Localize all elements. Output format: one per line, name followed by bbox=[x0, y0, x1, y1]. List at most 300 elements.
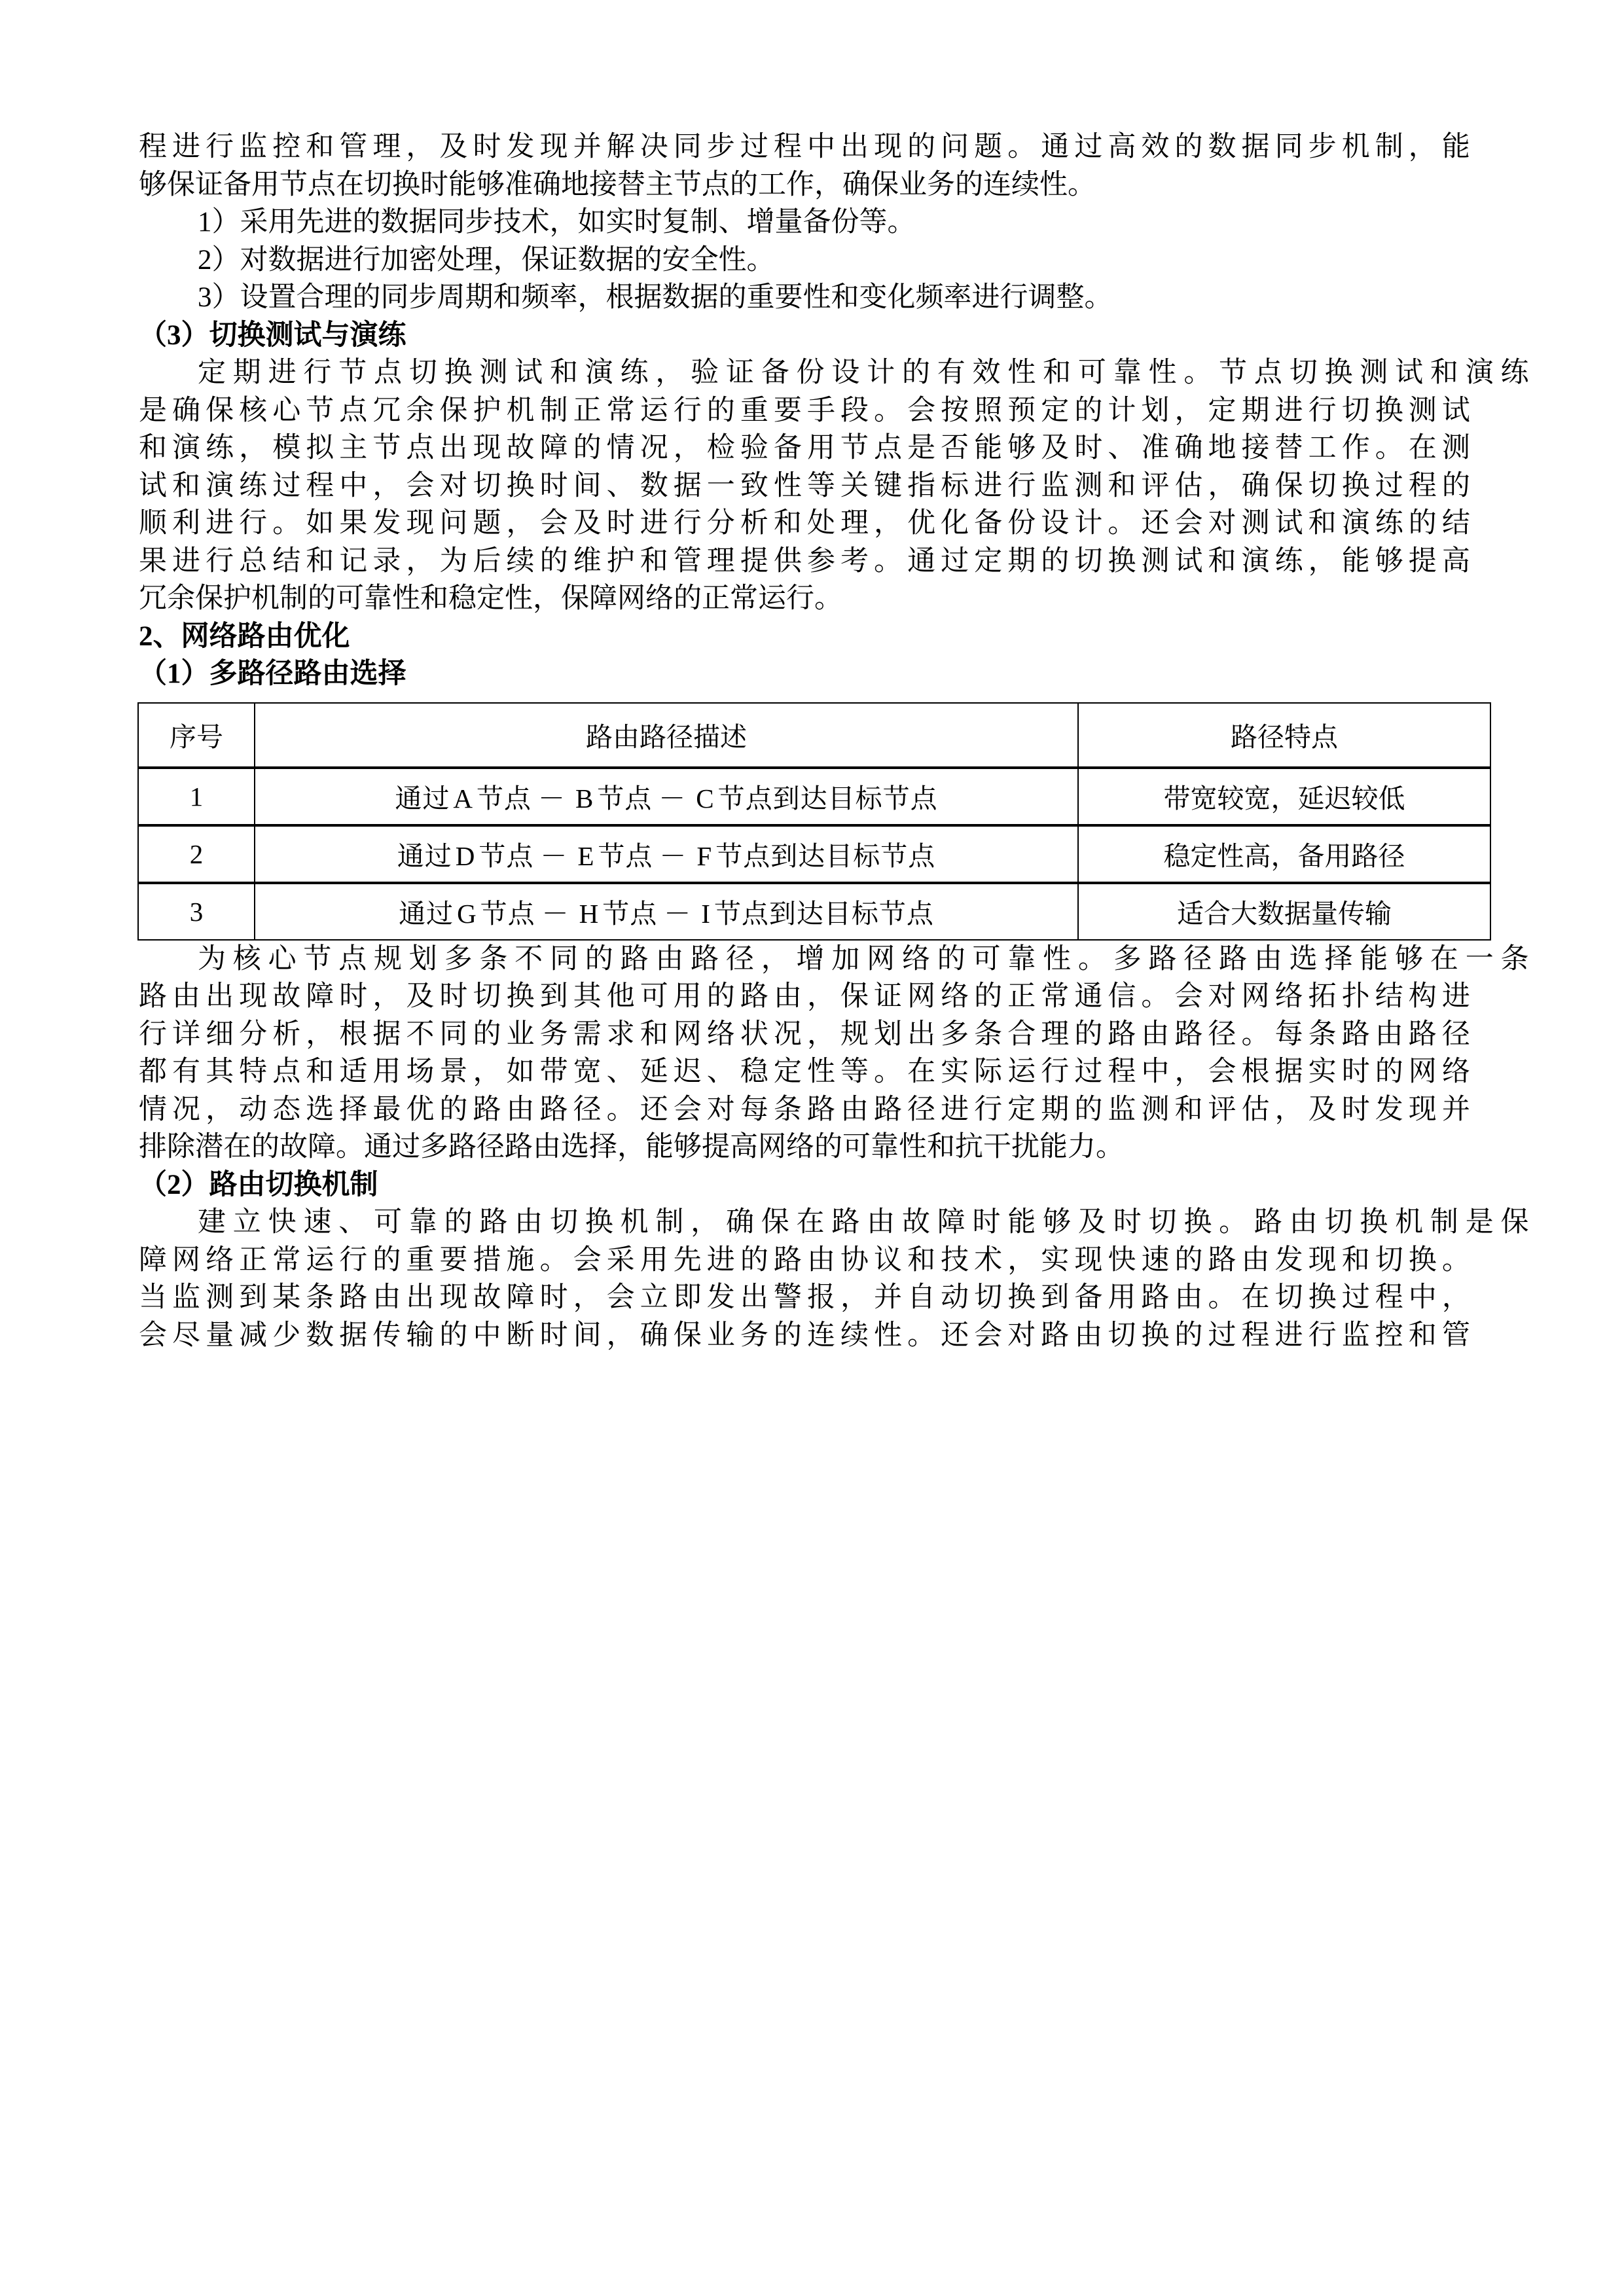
text-glyph: 路 bbox=[831, 1207, 860, 1238]
text-glyph: 带 bbox=[539, 1056, 568, 1087]
text-glyph: 量 bbox=[206, 1319, 234, 1351]
text-glyph: 时 bbox=[606, 508, 635, 539]
text-glyph: 关 bbox=[840, 470, 869, 501]
text-glyph: 步 bbox=[706, 132, 735, 162]
text-glyph: 络 bbox=[1441, 1056, 1470, 1087]
text-glyph: 路 bbox=[1148, 943, 1177, 975]
heading-text: 2、网络路由优化 bbox=[139, 620, 350, 652]
text-glyph: ， bbox=[761, 943, 789, 975]
text-glyph: 和 bbox=[640, 545, 668, 577]
text-glyph: 切 bbox=[1341, 395, 1370, 426]
text-glyph: 点 bbox=[373, 357, 402, 388]
cell-no: 1 bbox=[138, 768, 255, 825]
text-glyph: 析 bbox=[272, 1018, 301, 1050]
text-glyph: 换 bbox=[1308, 1282, 1337, 1313]
text-glyph: 通 bbox=[1041, 132, 1070, 162]
text-glyph: 确 bbox=[172, 395, 201, 426]
text-glyph: 性 bbox=[1007, 357, 1036, 388]
text-glyph: 路 bbox=[1341, 1018, 1370, 1050]
text-glyph: 如 bbox=[506, 1056, 535, 1087]
text-glyph: ， bbox=[506, 508, 535, 539]
text-glyph: 出 bbox=[907, 1018, 936, 1050]
text-glyph: ， bbox=[806, 981, 835, 1012]
text-glyph: 求 bbox=[606, 1018, 635, 1050]
text-glyph: 点 bbox=[272, 1056, 301, 1087]
text-glyph: 预 bbox=[1007, 395, 1036, 426]
text-line-content: 排除潜在的故障。通过多路径路由选择，能够提高网络的可靠性和抗干扰能力。 bbox=[139, 1132, 1124, 1162]
text-glyph: 否 bbox=[941, 433, 969, 463]
text-glyph: 的 bbox=[1074, 1018, 1103, 1050]
text-glyph: 监 bbox=[172, 1282, 201, 1313]
text-glyph: 控 bbox=[1375, 1319, 1403, 1351]
table-head bbox=[138, 703, 1490, 768]
text-glyph: 机 bbox=[506, 395, 535, 426]
text-glyph: 常 bbox=[606, 395, 635, 426]
text-glyph: 测 bbox=[1141, 545, 1170, 577]
text-glyph: 手 bbox=[806, 395, 835, 426]
text-glyph: 定 bbox=[1041, 395, 1070, 426]
text-glyph: 备 bbox=[1074, 1282, 1103, 1313]
path-dash-2: － bbox=[659, 841, 687, 871]
text-glyph: 评 bbox=[1141, 470, 1170, 501]
text-glyph: 份 bbox=[1007, 508, 1036, 539]
text-glyph: 行 bbox=[206, 132, 234, 162]
text-glyph: 的 bbox=[1041, 545, 1070, 577]
text-glyph: 现 bbox=[1308, 1244, 1337, 1276]
text-glyph: 进 bbox=[1441, 981, 1470, 1012]
text-glyph: 况 bbox=[773, 1018, 802, 1050]
text-glyph: 中 bbox=[806, 132, 835, 162]
text-glyph: 优 bbox=[907, 508, 936, 539]
text-glyph: 快 bbox=[1108, 1244, 1136, 1276]
text-line bbox=[139, 1091, 1470, 1129]
text-glyph: 一 bbox=[706, 470, 735, 501]
text-glyph: 点 bbox=[874, 433, 903, 463]
text-glyph: 规 bbox=[373, 943, 402, 975]
text-glyph: 换 bbox=[1408, 1244, 1437, 1276]
text-glyph: 可 bbox=[972, 943, 1001, 975]
paragraph-continued bbox=[139, 128, 1470, 204]
text-glyph: 路 bbox=[1141, 1282, 1170, 1313]
text-glyph: 致 bbox=[740, 470, 768, 501]
text-glyph: 不 bbox=[406, 1018, 435, 1050]
text-glyph: 网 bbox=[907, 981, 936, 1012]
text-glyph: 由 bbox=[506, 1094, 535, 1125]
text-glyph: 用 bbox=[673, 981, 702, 1012]
text-glyph: 最 bbox=[372, 1094, 401, 1125]
desc-prefix: 通过 bbox=[395, 783, 450, 814]
text-glyph: 点 bbox=[406, 433, 435, 463]
desc-suffix: 节点到达目标节点 bbox=[713, 899, 934, 929]
text-glyph: 同 bbox=[439, 1018, 468, 1050]
text-glyph: 特 bbox=[239, 1056, 268, 1087]
text-glyph: 续 bbox=[506, 545, 535, 577]
text-glyph: 出 bbox=[439, 433, 468, 463]
text-glyph: 换 bbox=[1360, 1207, 1388, 1238]
text-glyph: 的 bbox=[573, 433, 602, 463]
text-glyph: 行 bbox=[1041, 1056, 1070, 1087]
text-glyph: 步 bbox=[1308, 132, 1337, 162]
text-glyph: 及 bbox=[1308, 1094, 1337, 1125]
text-glyph: 点 bbox=[338, 943, 367, 975]
text-glyph: 理 bbox=[706, 545, 735, 577]
text-glyph: 试 bbox=[1395, 357, 1424, 388]
text-glyph: 。 bbox=[874, 545, 903, 577]
text-glyph: 和 bbox=[640, 1018, 668, 1050]
text-glyph: 。 bbox=[1208, 1282, 1236, 1313]
text-glyph: 少 bbox=[272, 1319, 301, 1351]
text-glyph: 测 bbox=[479, 357, 508, 388]
text-glyph: 切 bbox=[1108, 1319, 1136, 1351]
desc-suffix: 节点到达目标节点 bbox=[715, 841, 936, 871]
text-glyph: 确 bbox=[1241, 470, 1270, 501]
text-glyph: 验 bbox=[740, 433, 768, 463]
text-glyph: 行 bbox=[974, 1094, 1003, 1125]
text-glyph: 的 bbox=[907, 132, 936, 162]
text-glyph: 连 bbox=[806, 1319, 835, 1351]
text-glyph: 过 bbox=[1375, 470, 1403, 501]
text-glyph: ， bbox=[573, 1282, 602, 1313]
text-glyph: 主 bbox=[339, 433, 368, 463]
node-letter-2: B bbox=[575, 783, 594, 814]
text-glyph: 发 bbox=[372, 508, 401, 539]
text-line bbox=[139, 128, 1470, 166]
text-glyph: 测 bbox=[206, 1282, 234, 1313]
text-glyph: 径 bbox=[1208, 1018, 1236, 1050]
text-glyph: 为 bbox=[198, 943, 226, 975]
text-glyph: ， bbox=[1274, 1094, 1303, 1125]
text-glyph: 据 bbox=[1241, 132, 1270, 162]
text-glyph: 路 bbox=[740, 981, 768, 1012]
text-glyph: 进 bbox=[1274, 1319, 1303, 1351]
text-glyph: 重 bbox=[740, 395, 768, 426]
text-glyph: 他 bbox=[606, 981, 635, 1012]
text-glyph: 后 bbox=[473, 545, 501, 577]
text-glyph: 多 bbox=[941, 1018, 969, 1050]
text-glyph: 维 bbox=[573, 545, 602, 577]
text-glyph: 路 bbox=[1041, 1319, 1070, 1351]
text-glyph: 考 bbox=[840, 545, 869, 577]
text-glyph: 现 bbox=[439, 1282, 468, 1313]
text-glyph: 行 bbox=[339, 1244, 368, 1276]
text-glyph: 计 bbox=[1074, 508, 1103, 539]
text-glyph: 备 bbox=[974, 508, 1003, 539]
text-glyph: 程 bbox=[306, 470, 334, 501]
text-glyph: 切 bbox=[408, 357, 437, 388]
text-glyph: 数 bbox=[1208, 132, 1236, 162]
text-glyph: 时 bbox=[1341, 1094, 1370, 1125]
text-glyph: 可 bbox=[1077, 357, 1106, 388]
heading-switch-test bbox=[139, 317, 1470, 355]
text-glyph: 径 bbox=[725, 943, 754, 975]
text-glyph: 对 bbox=[1007, 1319, 1036, 1351]
text-glyph: 切 bbox=[1289, 357, 1318, 388]
node-letter-1: G bbox=[457, 899, 477, 929]
text-glyph: 和 bbox=[172, 470, 201, 501]
text-glyph: 条 bbox=[1308, 1018, 1337, 1050]
text-glyph: 故 bbox=[473, 1282, 501, 1313]
text-glyph: 和 bbox=[306, 1056, 334, 1087]
text-glyph: 径 bbox=[1183, 943, 1212, 975]
text-glyph: 警 bbox=[773, 1282, 802, 1313]
text-glyph: 议 bbox=[874, 1244, 903, 1276]
text-glyph: 由 bbox=[1254, 943, 1282, 975]
text-glyph: 保 bbox=[761, 1207, 789, 1238]
text-glyph: 。 bbox=[874, 1056, 903, 1087]
text-glyph: 的 bbox=[740, 1244, 768, 1276]
text-glyph: 减 bbox=[239, 1319, 268, 1351]
text-glyph: 试 bbox=[1174, 545, 1203, 577]
text-glyph: ， bbox=[406, 132, 435, 162]
text-glyph: 问 bbox=[439, 508, 468, 539]
text-glyph: 节 bbox=[372, 433, 401, 463]
text-glyph: 换 bbox=[506, 470, 535, 501]
text-glyph: ， bbox=[673, 433, 702, 463]
text-glyph: 进 bbox=[974, 470, 1003, 501]
text-glyph: 照 bbox=[974, 395, 1003, 426]
table-header-no: 序号 bbox=[138, 703, 255, 768]
text-line bbox=[139, 941, 1529, 978]
text-glyph: 练 bbox=[620, 357, 649, 388]
text-glyph: 可 bbox=[373, 1207, 402, 1238]
text-glyph: 条 bbox=[773, 1094, 802, 1125]
text-glyph: 详 bbox=[172, 1018, 201, 1050]
text-glyph: 记 bbox=[339, 545, 368, 577]
text-glyph: ， bbox=[372, 981, 401, 1012]
text-glyph: 络 bbox=[1274, 981, 1303, 1012]
text-glyph: 、 bbox=[1108, 433, 1136, 463]
text-glyph: 切 bbox=[473, 981, 501, 1012]
text-glyph: 路 bbox=[139, 981, 167, 1012]
text-glyph: 信 bbox=[1108, 981, 1136, 1012]
text-glyph: 行 bbox=[303, 357, 332, 388]
text-glyph: 和 bbox=[306, 545, 334, 577]
text-glyph: 景 bbox=[439, 1056, 468, 1087]
text-glyph: 决 bbox=[640, 132, 668, 162]
text-glyph: 确 bbox=[1174, 433, 1203, 463]
text-glyph: 用 bbox=[806, 433, 835, 463]
table-header-row bbox=[138, 703, 1490, 768]
cell-feature: 带宽较宽，延迟较低 bbox=[1078, 768, 1490, 825]
text-glyph: 能 bbox=[1360, 943, 1388, 975]
text-glyph: 路 bbox=[806, 1094, 835, 1125]
text-glyph: 要 bbox=[439, 1244, 468, 1276]
text-glyph: 析 bbox=[740, 508, 768, 539]
text-glyph: 划 bbox=[874, 1018, 903, 1050]
text-glyph: 演 bbox=[1241, 545, 1270, 577]
text-glyph: 中 bbox=[1408, 1282, 1437, 1313]
text-glyph: 络 bbox=[706, 1018, 735, 1050]
cell-feature: 稳定性高，备用路径 bbox=[1078, 825, 1490, 883]
text-glyph: 过 bbox=[1074, 132, 1103, 162]
text-glyph: 控 bbox=[272, 132, 301, 162]
text-glyph: 到 bbox=[539, 981, 568, 1012]
path-dash-2: － bbox=[659, 783, 687, 814]
text-glyph: 提 bbox=[1408, 545, 1437, 577]
text-glyph: 能 bbox=[1341, 545, 1370, 577]
text-glyph: 动 bbox=[941, 1282, 969, 1313]
text-glyph: 由 bbox=[1141, 1018, 1170, 1050]
text-glyph: 的 bbox=[439, 1094, 468, 1125]
text-glyph: 际 bbox=[974, 1056, 1003, 1087]
text-glyph: 条 bbox=[306, 1282, 334, 1313]
text-glyph: 路 bbox=[1174, 1018, 1203, 1050]
text-glyph: 标 bbox=[941, 470, 969, 501]
text-glyph: 。 bbox=[907, 1319, 936, 1351]
text-glyph: 现 bbox=[539, 132, 568, 162]
text-glyph: 都 bbox=[139, 1056, 167, 1087]
text-glyph: 据 bbox=[673, 470, 702, 501]
route-table-wrapper bbox=[137, 702, 1486, 941]
node-letter-2: E bbox=[577, 841, 595, 871]
text-glyph: 份 bbox=[796, 357, 825, 388]
text-glyph: 制 bbox=[1375, 132, 1403, 162]
text-glyph: 拟 bbox=[306, 433, 334, 463]
text-glyph: 并 bbox=[874, 1282, 903, 1313]
text-glyph: 立 bbox=[232, 1207, 261, 1238]
text-glyph: 高 bbox=[1108, 132, 1136, 162]
text-glyph: 一 bbox=[1465, 943, 1494, 975]
text-glyph: 顺 bbox=[139, 508, 167, 539]
table-row bbox=[138, 825, 1490, 883]
cell-no: 2 bbox=[138, 825, 255, 883]
text-glyph: 网 bbox=[1408, 1056, 1437, 1087]
text-glyph: 通 bbox=[1074, 981, 1103, 1012]
text-glyph: 过 bbox=[740, 132, 768, 162]
text-glyph: 网 bbox=[867, 943, 895, 975]
text-glyph: 切 bbox=[549, 1207, 578, 1238]
text-glyph: 备 bbox=[761, 357, 789, 388]
text-glyph: 用 bbox=[1108, 1282, 1136, 1313]
text-glyph: 路 bbox=[1208, 1244, 1236, 1276]
text-glyph: 宽 bbox=[573, 1056, 602, 1087]
text-glyph: ， bbox=[840, 1282, 869, 1313]
text-glyph: 采 bbox=[606, 1244, 635, 1276]
text-glyph: 状 bbox=[740, 1018, 768, 1050]
text-glyph: 径 bbox=[907, 1094, 936, 1125]
text-glyph: 演 bbox=[585, 357, 613, 388]
text-glyph: 障 bbox=[539, 433, 568, 463]
text-glyph: 切 bbox=[1324, 1207, 1353, 1238]
text-glyph: 性 bbox=[874, 1319, 903, 1351]
text-glyph: 会 bbox=[406, 470, 435, 501]
text-glyph: 地 bbox=[1208, 433, 1236, 463]
text-line bbox=[139, 1128, 1470, 1166]
text-glyph: 到 bbox=[1041, 1282, 1070, 1313]
text-glyph: 保 bbox=[840, 981, 869, 1012]
text-glyph: 路 bbox=[539, 1094, 568, 1125]
text-glyph: 障 bbox=[506, 1282, 535, 1313]
text-glyph: 换 bbox=[1108, 545, 1136, 577]
text-glyph: 过 bbox=[1074, 1056, 1103, 1087]
text-glyph: 制 bbox=[655, 1207, 684, 1238]
text-glyph: 够 bbox=[1043, 1207, 1072, 1238]
text-glyph: 会 bbox=[573, 1244, 602, 1276]
text-glyph: 节 bbox=[303, 943, 332, 975]
text-line bbox=[139, 166, 1470, 204]
text-glyph: 过 bbox=[1341, 1282, 1370, 1313]
text-glyph: 监 bbox=[1108, 1094, 1136, 1125]
text-glyph: 管 bbox=[673, 545, 702, 577]
text-glyph: 路 bbox=[339, 1282, 368, 1313]
text-glyph: 的 bbox=[901, 357, 930, 388]
text-glyph: 划 bbox=[1141, 395, 1170, 426]
text-glyph: 输 bbox=[406, 1319, 435, 1351]
text-glyph: 保 bbox=[1274, 470, 1303, 501]
text-glyph: 定 bbox=[1208, 395, 1236, 426]
text-glyph: 进 bbox=[706, 1244, 735, 1276]
text-glyph: 切 bbox=[1375, 1244, 1403, 1276]
text-line bbox=[139, 467, 1470, 505]
text-glyph: 时 bbox=[1074, 433, 1103, 463]
text-glyph: 问 bbox=[941, 132, 969, 162]
text-glyph: 点 bbox=[339, 395, 368, 426]
text-glyph: 换 bbox=[444, 357, 473, 388]
text-glyph: 进 bbox=[172, 132, 201, 162]
text-glyph: 数 bbox=[640, 470, 668, 501]
text-glyph: 用 bbox=[372, 1056, 401, 1087]
text-glyph: 试 bbox=[139, 470, 167, 501]
text-glyph: 护 bbox=[473, 395, 501, 426]
text-glyph: 常 bbox=[1041, 981, 1070, 1012]
text-glyph: 即 bbox=[673, 1282, 702, 1313]
numbered-list bbox=[139, 204, 1470, 317]
text-glyph: 接 bbox=[1241, 433, 1270, 463]
text-glyph: 运 bbox=[306, 1244, 334, 1276]
text-glyph: 故 bbox=[506, 433, 535, 463]
text-glyph: 定 bbox=[1007, 1094, 1036, 1125]
text-glyph: 务 bbox=[740, 1319, 768, 1351]
text-glyph: 测 bbox=[1241, 508, 1270, 539]
text-glyph: 工 bbox=[1308, 433, 1337, 463]
text-glyph: 络 bbox=[206, 1244, 234, 1276]
node-letter-3: I bbox=[701, 899, 711, 929]
text-glyph: 对 bbox=[1208, 981, 1236, 1012]
text-glyph: 练 bbox=[206, 433, 234, 463]
text-glyph: 场 bbox=[406, 1056, 435, 1087]
text-glyph: 实 bbox=[1308, 1056, 1337, 1087]
text-glyph: 解 bbox=[606, 132, 635, 162]
text-glyph: 择 bbox=[1324, 943, 1353, 975]
text-glyph: 的 bbox=[706, 981, 735, 1012]
desc-suffix: 节点到达目标节点 bbox=[717, 783, 938, 814]
text-glyph: 题 bbox=[974, 132, 1003, 162]
text-glyph: 中 bbox=[339, 470, 368, 501]
text-glyph: 传 bbox=[372, 1319, 401, 1351]
text-glyph: 换 bbox=[1324, 357, 1353, 388]
text-glyph: 出 bbox=[206, 981, 234, 1012]
text-glyph: 适 bbox=[339, 1056, 368, 1087]
text-glyph: 通 bbox=[907, 545, 936, 577]
text-glyph: 现 bbox=[874, 132, 903, 162]
text-glyph: 时 bbox=[972, 1207, 1001, 1238]
text-glyph: 出 bbox=[740, 1282, 768, 1313]
text-glyph: 切 bbox=[1274, 1282, 1303, 1313]
text-glyph: 构 bbox=[1408, 981, 1437, 1012]
text-glyph: 计 bbox=[1108, 395, 1136, 426]
text-glyph: 时 bbox=[1341, 1056, 1370, 1087]
node-letter-1: A bbox=[453, 783, 473, 814]
text-glyph: 会 bbox=[1174, 981, 1203, 1012]
text-glyph: 正 bbox=[239, 1244, 268, 1276]
text-glyph: 当 bbox=[139, 1282, 167, 1313]
text-glyph: 的 bbox=[1074, 1094, 1103, 1125]
text-glyph: 不 bbox=[514, 943, 543, 975]
text-glyph: 现 bbox=[239, 981, 268, 1012]
text-glyph: 要 bbox=[773, 395, 802, 426]
text-glyph: 参 bbox=[806, 545, 835, 577]
text-glyph: 证 bbox=[725, 357, 754, 388]
